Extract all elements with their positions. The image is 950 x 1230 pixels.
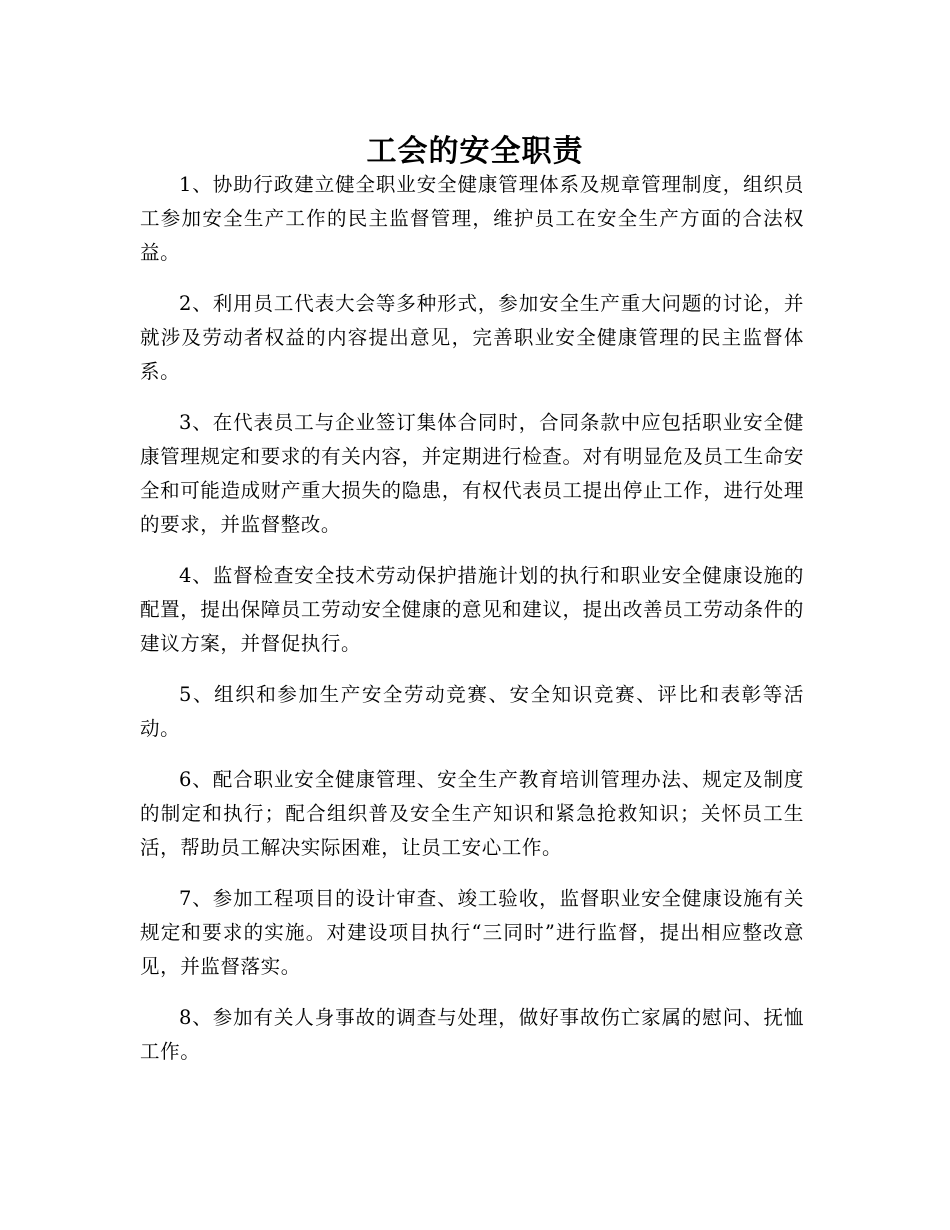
paragraph-4: 4、监督检查安全技术劳动保护措施计划的执行和职业安全健康设施的配置，提出保障员工劳动安全健康的意见和建议，提出改善员工劳动条件的建议方案，并督促执行。 [140, 564, 804, 655]
paragraph-3: 3、在代表员工与企业签订集体合同时，合同条款中应包括职业安全健康管理规定和要求的有关内容，并定期进行检查。对有明显危及员工生命安全和可能造成财产重大损失的隐患，有权代表员工提出停止工作，进行处理的要求，并监督整改。 [140, 411, 804, 536]
paragraph-5: 5、组织和参加生产安全劳动竞赛、安全知识竞赛、评比和表彰等活动。 [140, 683, 804, 740]
paragraph-7: 7、参加工程项目的设计审查、竣工验收，监督职业安全健康设施有关规定和要求的实施。对建设项目执行“三同时”进行监督，提出相应整改意见，并监督落实。 [140, 887, 804, 978]
document-title: 工会的安全职责 [366, 134, 584, 170]
paragraph-6: 6、配合职业安全健康管理、安全生产教育培训管理办法、规定及制度的制定和执行；配合组织普及安全生产知识和紧急抢救知识；关怀员工生活，帮助员工解决实际困难，让员工安心工作。 [140, 768, 804, 859]
paragraph-8: 8、参加有关人身事故的调查与处理，做好事故伤亡家属的慰问、抚恤工作。 [140, 1006, 804, 1063]
paragraph-1: 1、协助行政建立健全职业安全健康管理体系及规章管理制度，组织员工参加安全生产工作的民主监督管理，维护员工在安全生产方面的合法权益。 [140, 173, 804, 264]
document-body [140, 168, 804, 1086]
paragraph-2: 2、利用员工代表大会等多种形式，参加安全生产重大问题的讨论，并就涉及劳动者权益的内容提出意见，完善职业安全健康管理的民主监督体系。 [140, 292, 804, 383]
